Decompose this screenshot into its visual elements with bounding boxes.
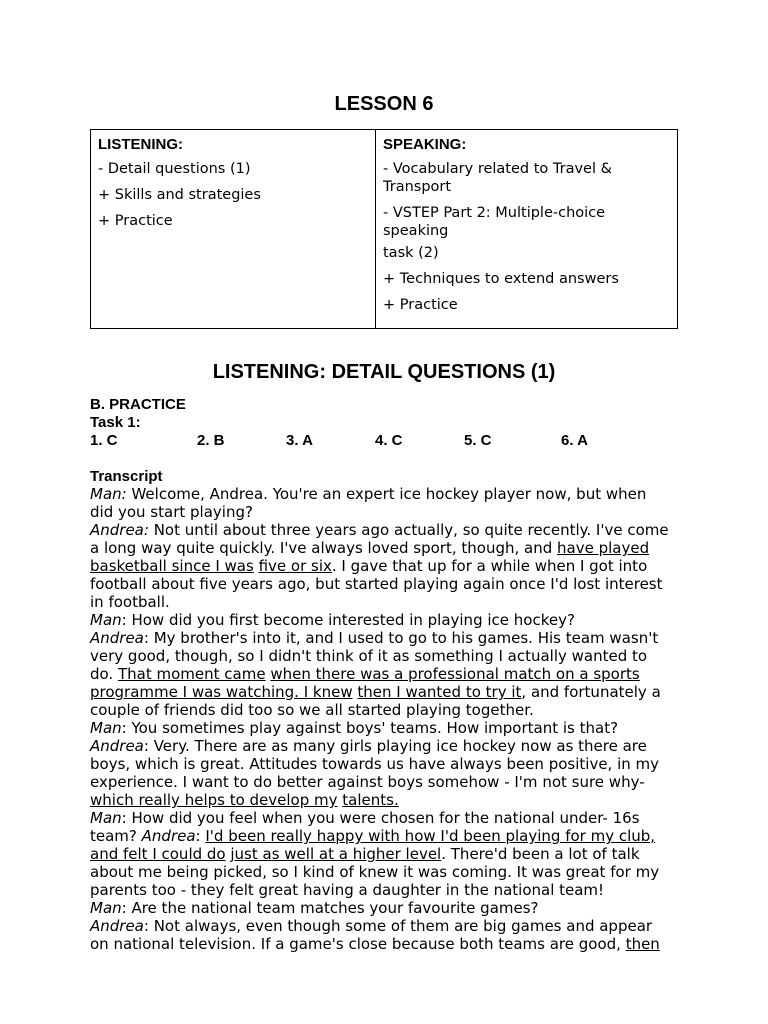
underlined-answer: programme I was watching. I knew [90,683,353,701]
underlined-answer: That moment came [117,665,266,683]
speaking-item: task (2) [383,245,439,261]
transcript-line [90,917,670,935]
speaker-label: Andrea: [90,521,149,539]
underlined-answer: which really helps to develop my [90,791,338,809]
transcript-line [90,737,670,755]
answer-key [90,432,680,450]
transcript-text: : How did you feel when you were chosen for the national under- 16s [121,809,640,827]
underlined-answer: have played [557,539,650,557]
transcript-line [90,755,670,773]
underlined-answer: then [625,935,660,953]
speaker-label: Andrea [141,827,196,845]
transcript-text: : How did you first become interested in playing ice hockey? [121,611,575,629]
transcript-line [90,521,670,539]
speaker-label: Man [90,719,122,737]
transcript-line [90,539,670,557]
transcript-body [90,485,670,953]
underlined-answer: and felt I could do [90,845,226,863]
answer-item: 2. B [197,432,225,449]
speaker-label: Andrea [90,917,144,935]
speaker-label: Man [90,611,122,629]
transcript-line [90,935,670,953]
transcript-text: very good, though, so I didn't think of it as something I actually wanted to [90,647,648,665]
transcript-line [90,791,670,809]
transcript-text: Not until about three years ago actually, so quite recently. I've come [148,521,669,539]
transcript-text: a long way quite quickly. I've always loved sport, though, and [90,539,558,557]
transcript-text: : Not always, even though some of them are big games and appear [143,917,653,935]
transcript-text: . I gave that up for a while when I got into [331,557,648,575]
transcript-text: team? [90,827,142,845]
transcript-text: experience. I want to do better against boys somehow - I'm not sure why- [90,773,645,791]
speaking-item: - Vocabulary related to Travel & [383,161,612,177]
transcript-text: : My brother's into it, and I used to go to his games. His team wasn't [143,629,659,647]
transcript-text: on national television. If a game's close because both teams are good, [90,935,626,953]
lesson-overview-table [90,129,678,329]
transcript-line [90,863,670,881]
transcript-text: do. [90,665,118,683]
underlined-answer: then I wanted to try it [357,683,522,701]
task-label: Task 1: [90,414,141,431]
speaking-cell [376,130,678,329]
transcript-line [90,683,670,701]
transcript-heading: Transcript [90,468,163,485]
answer-item: 1. C [90,432,118,449]
lesson-title: LESSON 6 [334,93,434,115]
transcript-line [90,557,670,575]
transcript-text: Welcome, Andrea. You're an expert ice hockey player now, but when [126,485,647,503]
listening-item: + Practice [98,213,173,229]
listening-cell [91,130,376,329]
transcript-line [90,773,670,791]
speaker-label: Man: [90,485,127,503]
transcript-line [90,665,670,683]
answer-item: 4. C [375,432,403,449]
transcript-line [90,503,670,521]
transcript-text: boys, which is great. Attitudes towards us have always been positive, in my [90,755,660,773]
answer-item: 5. C [464,432,492,449]
practice-heading: B. PRACTICE [90,396,186,413]
transcript-text: : You sometimes play against boys' teams. How important is that? [121,719,619,737]
underlined-answer: basketball since I was [90,557,254,575]
underlined-answer: talents. [342,791,399,809]
answer-item: 3. A [286,432,313,449]
listening-item: - Detail questions (1) [98,161,251,177]
transcript-line [90,719,670,737]
underlined-answer: just as well at a higher level [230,845,442,863]
transcript-text: about me being picked, so I kind of knew it was coming. It was great for my [90,863,660,881]
practice-block [90,396,680,450]
transcript-text: : Are the national team matches your favourite games? [121,899,539,917]
answer-item: 6. A [561,432,588,449]
speaking-heading: SPEAKING: [383,136,467,153]
speaking-item: speaking [383,223,449,239]
transcript-text: parents too - they felt great having a daughter in the national team! [90,881,605,899]
transcript-line [90,827,670,845]
transcript-line [90,701,670,719]
transcript-line [90,899,670,917]
listening-item: + Skills and strategies [98,187,261,203]
section-title: LISTENING: DETAIL QUESTIONS (1) [212,361,556,383]
speaker-label: Man [90,809,122,827]
speaker-label: Man [90,899,122,917]
transcript-line [90,809,670,827]
speaking-item: Transport [383,179,452,195]
transcript-line [90,611,670,629]
underlined-answer: when there was a professional match on a sports [270,665,640,683]
transcript-line [90,593,670,611]
transcript-text: football about five years ago, but started playing again once I'd lost interest [90,575,663,593]
speaker-label: Andrea [90,629,144,647]
transcript-text: : Very. There are as many girls playing ice hockey now as there are [143,737,647,755]
transcript-text: couple of friends did too so we all started playing together. [90,701,534,719]
transcript-line [90,629,670,647]
speaking-item: + Practice [383,297,458,313]
transcript-text: : [195,827,206,845]
underlined-answer: I'd been really happy with how I'd been playing for my club, [205,827,656,845]
transcript-line [90,881,670,899]
speaking-item: - VSTEP Part 2: Multiple-choice [383,205,606,221]
transcript-line [90,575,670,593]
transcript-text: , and fortunately a [521,683,661,701]
transcript-line [90,647,670,665]
transcript-line [90,485,670,503]
listening-heading: LISTENING: [98,136,183,153]
transcript-text: in football. [90,593,170,611]
underlined-answer: five or six [258,557,332,575]
speaking-item: + Techniques to extend answers [383,271,619,287]
transcript-line [90,845,670,863]
speaker-label: Andrea [90,737,144,755]
transcript-text: did you start playing? [90,503,253,521]
transcript-text: . There'd been a lot of talk [441,845,640,863]
